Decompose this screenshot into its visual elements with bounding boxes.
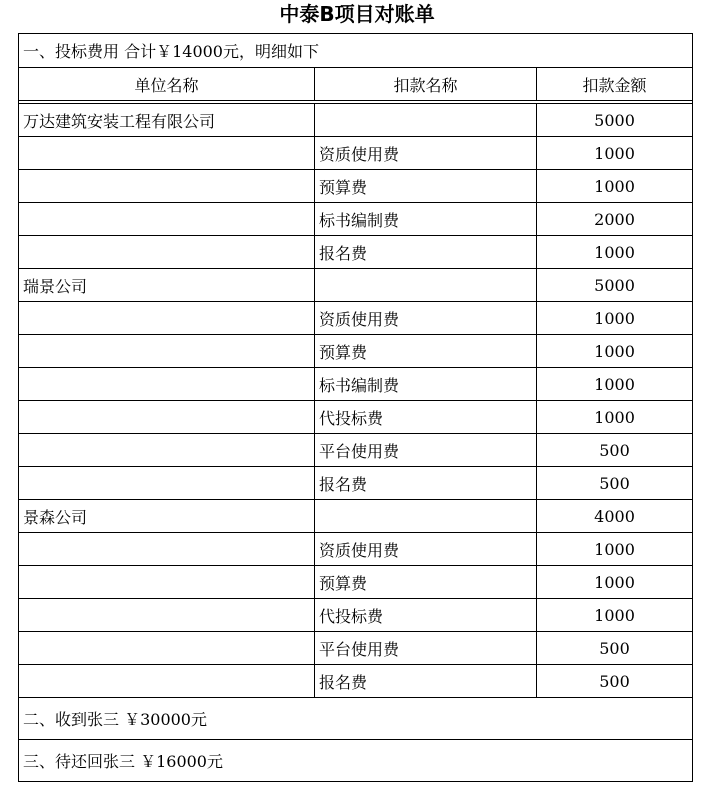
table-row: [19, 401, 693, 434]
company-cell: 瑞景公司: [19, 269, 315, 302]
company-cell: [19, 599, 315, 632]
table-row: [19, 566, 693, 599]
company-cell: [19, 170, 315, 203]
table-row: [19, 104, 693, 137]
deduction-item-cell: 代投标费: [315, 599, 537, 632]
amount-cell: 1000: [537, 599, 693, 632]
company-cell: 万达建筑安装工程有限公司: [19, 104, 315, 137]
company-cell: [19, 401, 315, 434]
amount-cell: 1000: [537, 170, 693, 203]
deduction-item-cell: [315, 500, 537, 533]
company-cell: [19, 665, 315, 698]
company-cell: [19, 632, 315, 665]
company-cell: [19, 533, 315, 566]
company-cell: [19, 566, 315, 599]
deduction-item-cell: 资质使用费: [315, 302, 537, 335]
amount-cell: 500: [537, 665, 693, 698]
section-to-return-text: 三、待还回张三 ￥16000元: [19, 740, 693, 782]
deduction-item-cell: 预算费: [315, 335, 537, 368]
table-row: [19, 335, 693, 368]
deduction-item-cell: 报名费: [315, 467, 537, 500]
section-received-text: 二、收到张三 ￥30000元: [19, 698, 693, 740]
table-row: [19, 203, 693, 236]
deduction-item-cell: 代投标费: [315, 401, 537, 434]
amount-cell: 1000: [537, 401, 693, 434]
deduction-item-cell: [315, 104, 537, 137]
amount-cell: 5000: [537, 104, 693, 137]
table-row: [19, 467, 693, 500]
amount-cell: 1000: [537, 335, 693, 368]
section-bidding-fees-text: 一、投标费用 合计￥14000元，明细如下: [19, 34, 693, 68]
column-header-company: 单位名称: [19, 68, 315, 101]
table-row: [19, 500, 693, 533]
amount-cell: 4000: [537, 500, 693, 533]
table-row: [19, 434, 693, 467]
company-cell: [19, 467, 315, 500]
column-header-deduction-item: 扣款名称: [315, 68, 537, 101]
table-row: [19, 236, 693, 269]
amount-cell: 1000: [537, 533, 693, 566]
deduction-item-cell: 资质使用费: [315, 137, 537, 170]
section-to-return: [19, 740, 693, 782]
deduction-item-cell: 标书编制费: [315, 203, 537, 236]
company-cell: [19, 203, 315, 236]
deduction-item-cell: 预算费: [315, 566, 537, 599]
amount-cell: 500: [537, 632, 693, 665]
amount-cell: 1000: [537, 137, 693, 170]
page-title: 中泰B项目对账单: [279, 2, 435, 26]
table-row: [19, 170, 693, 203]
deduction-item-cell: 资质使用费: [315, 533, 537, 566]
amount-cell: 500: [537, 467, 693, 500]
deduction-item-cell: 报名费: [315, 665, 537, 698]
statement-table: [18, 33, 693, 782]
amount-cell: 500: [537, 434, 693, 467]
amount-cell: 1000: [537, 236, 693, 269]
deduction-item-cell: [315, 269, 537, 302]
table-row: [19, 269, 693, 302]
company-cell: [19, 302, 315, 335]
company-cell: [19, 368, 315, 401]
company-cell: [19, 434, 315, 467]
deduction-item-cell: 标书编制费: [315, 368, 537, 401]
company-cell: 景森公司: [19, 500, 315, 533]
column-header-deduction-amount: 扣款金额: [537, 68, 693, 101]
company-cell: [19, 137, 315, 170]
table-row: [19, 599, 693, 632]
section-received: [19, 698, 693, 740]
section-bidding-fees: [19, 34, 693, 68]
table-header-row: [19, 68, 693, 101]
amount-cell: 1000: [537, 302, 693, 335]
table-row: [19, 302, 693, 335]
amount-cell: 1000: [537, 368, 693, 401]
amount-cell: 5000: [537, 269, 693, 302]
deduction-item-cell: 平台使用费: [315, 434, 537, 467]
deduction-item-cell: 预算费: [315, 170, 537, 203]
deduction-item-cell: 平台使用费: [315, 632, 537, 665]
company-cell: [19, 335, 315, 368]
table-row: [19, 368, 693, 401]
table-row: [19, 665, 693, 698]
table-row: [19, 632, 693, 665]
amount-cell: 1000: [537, 566, 693, 599]
deduction-item-cell: 报名费: [315, 236, 537, 269]
table-row: [19, 533, 693, 566]
amount-cell: 2000: [537, 203, 693, 236]
company-cell: [19, 236, 315, 269]
table-row: [19, 137, 693, 170]
